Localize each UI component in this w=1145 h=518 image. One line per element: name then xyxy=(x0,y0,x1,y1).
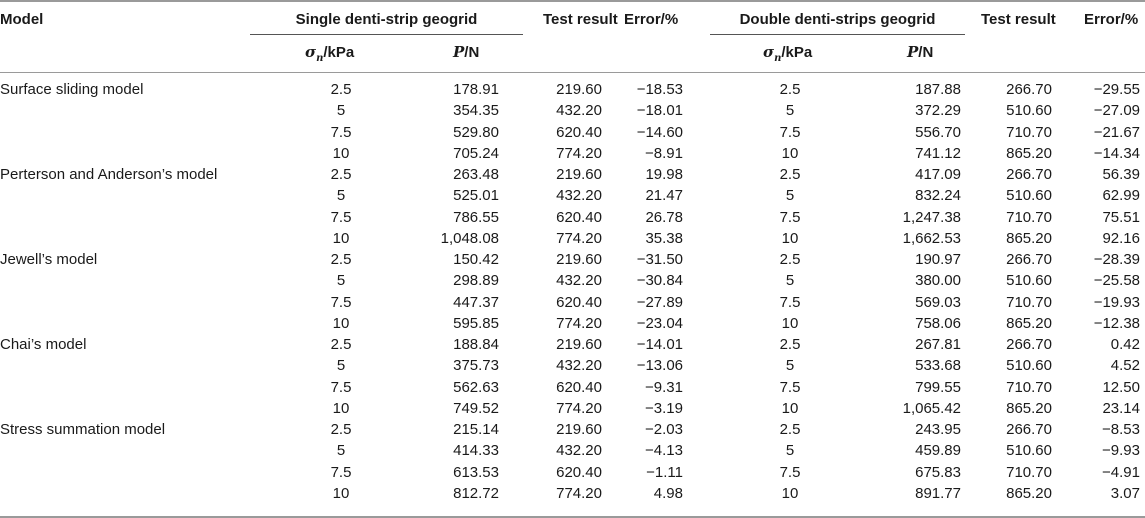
model-cell: Chai’s model xyxy=(0,336,87,353)
error-double-cell: −28.39 xyxy=(1093,251,1140,268)
test-result-single-cell: 774.20 xyxy=(556,314,602,332)
sigma-double-cell: 5 xyxy=(785,187,795,205)
error-double-cell: 56.39 xyxy=(1102,166,1140,183)
test-result-double-cell: 865.20 xyxy=(1006,399,1052,417)
test-result-single-cell: 620.40 xyxy=(556,463,602,481)
sigma-single-cell: 7.5 xyxy=(330,378,352,396)
p-single-cell: 375.73 xyxy=(453,357,499,375)
p-single-cell: 595.85 xyxy=(453,314,499,332)
test-result-double-cell: 510.60 xyxy=(1006,187,1052,205)
error-single-cell: −30.84 xyxy=(636,272,683,290)
p-double-cell: 380.00 xyxy=(915,272,961,290)
p-double-cell: 267.81 xyxy=(915,336,961,353)
test-result-double-cell: 266.70 xyxy=(1006,81,1052,98)
test-result-single-cell: 432.20 xyxy=(556,357,602,375)
test-result-single-cell: 219.60 xyxy=(556,81,602,98)
sigma-single-cell: 10 xyxy=(332,314,350,332)
p-single-cell: 150.42 xyxy=(453,251,499,268)
sigma-single-cell: 2.5 xyxy=(330,81,352,98)
p-single-cell: 1,048.08 xyxy=(440,229,499,247)
test-result-single-cell: 774.20 xyxy=(556,229,602,247)
header-double-group: Double denti-strips geogrid xyxy=(739,11,936,28)
p-single-cell: 263.48 xyxy=(453,166,499,183)
sigma-single-cell: 5 xyxy=(336,187,346,205)
p-double-cell: 372.29 xyxy=(915,102,961,120)
sigma-double-cell: 2.5 xyxy=(779,166,801,183)
sigma-single-cell: 5 xyxy=(336,102,346,120)
p-double-cell: 533.68 xyxy=(915,357,961,375)
model-cell: Jewell’s model xyxy=(0,251,98,268)
table-row xyxy=(0,166,1145,187)
test-result-single-cell: 219.60 xyxy=(556,336,602,353)
error-single-cell: 21.47 xyxy=(645,187,683,205)
table-row xyxy=(0,187,1145,208)
error-single-cell: −14.60 xyxy=(636,123,683,141)
p-single-cell: 786.55 xyxy=(453,208,499,226)
error-single-cell: −9.31 xyxy=(645,378,683,396)
p-single-cell: 705.24 xyxy=(453,144,499,162)
error-double-cell: 92.16 xyxy=(1102,229,1140,247)
p-single-cell: 525.01 xyxy=(453,187,499,205)
error-single-cell: 19.98 xyxy=(645,166,683,183)
test-result-single-cell: 219.60 xyxy=(556,251,602,268)
sigma-double-cell: 7.5 xyxy=(779,378,801,396)
p-double-cell: 675.83 xyxy=(915,463,961,481)
p-single-cell: 188.84 xyxy=(453,336,499,353)
p-double-cell: 1,662.53 xyxy=(902,229,961,247)
sigma-double-cell: 10 xyxy=(781,399,799,417)
p-double-cell: 799.55 xyxy=(915,378,961,396)
table-row xyxy=(0,357,1145,378)
table-row xyxy=(0,294,1145,315)
p-double-cell: 417.09 xyxy=(915,166,961,183)
error-double-cell: −14.34 xyxy=(1093,144,1140,162)
table-row xyxy=(0,102,1145,123)
p-single-cell: 613.53 xyxy=(453,463,499,481)
header-error-2: Error/% xyxy=(1084,11,1139,28)
error-double-cell: −19.93 xyxy=(1093,293,1140,311)
test-result-single-cell: 620.40 xyxy=(556,123,602,141)
sigma-double-cell: 7.5 xyxy=(779,123,801,141)
sigma-single-cell: 2.5 xyxy=(330,336,352,353)
sigma-single-cell: 10 xyxy=(332,399,350,417)
error-single-cell: −2.03 xyxy=(645,421,683,438)
error-single-cell: −31.50 xyxy=(636,251,683,268)
sigma-single-cell: 7.5 xyxy=(330,463,352,481)
p-double-cell: 459.89 xyxy=(915,442,961,460)
header-model: Model xyxy=(0,11,44,28)
sigma-single-cell: 2.5 xyxy=(330,166,352,183)
sigma-double-cell: 5 xyxy=(785,272,795,290)
p-double-cell: 891.77 xyxy=(915,484,961,502)
table-row xyxy=(0,485,1145,506)
error-double-cell: −27.09 xyxy=(1093,102,1140,120)
test-result-double-cell: 510.60 xyxy=(1006,442,1052,460)
table-row xyxy=(0,251,1145,272)
test-result-single-cell: 432.20 xyxy=(556,102,602,120)
header-p-2: P/N xyxy=(907,43,934,61)
sigma-double-cell: 10 xyxy=(781,484,799,502)
error-double-cell: 62.99 xyxy=(1102,187,1140,205)
error-single-cell: 4.98 xyxy=(653,484,683,502)
table-row xyxy=(0,230,1145,251)
test-result-single-cell: 219.60 xyxy=(556,166,602,183)
table-row xyxy=(0,124,1145,145)
test-result-double-cell: 710.70 xyxy=(1006,123,1052,141)
error-double-cell: 0.42 xyxy=(1110,336,1140,353)
test-result-double-cell: 710.70 xyxy=(1006,293,1052,311)
p-double-cell: 569.03 xyxy=(915,293,961,311)
p-double-cell: 1,065.42 xyxy=(902,399,961,417)
table-row xyxy=(0,315,1145,336)
table-row xyxy=(0,400,1145,421)
table-row xyxy=(0,336,1145,357)
test-result-single-cell: 774.20 xyxy=(556,484,602,502)
sigma-double-cell: 5 xyxy=(785,102,795,120)
sigma-single-cell: 2.5 xyxy=(330,421,352,438)
header-sigma-1: $\sigma_n$/kPa xyxy=(305,43,355,64)
p-single-cell: 178.91 xyxy=(453,81,499,98)
test-result-double-cell: 710.70 xyxy=(1006,463,1052,481)
test-result-single-cell: 620.40 xyxy=(556,208,602,226)
header-single-group: Single denti-strip geogrid xyxy=(295,11,478,28)
error-single-cell: −1.11 xyxy=(646,463,683,481)
sigma-single-cell: 10 xyxy=(332,229,350,247)
test-result-single-cell: 774.20 xyxy=(556,144,602,162)
table-row xyxy=(0,81,1145,102)
sigma-single-cell: 7.5 xyxy=(330,123,352,141)
sigma-double-cell: 5 xyxy=(785,357,795,375)
p-single-cell: 354.35 xyxy=(453,102,499,120)
test-result-double-cell: 865.20 xyxy=(1006,484,1052,502)
table-row xyxy=(0,379,1145,400)
sigma-double-cell: 7.5 xyxy=(779,208,801,226)
p-single-cell: 447.37 xyxy=(453,293,499,311)
error-single-cell: −3.19 xyxy=(645,399,683,417)
header-sigma-2: $\sigma_n$/kPa xyxy=(763,43,813,64)
header-bottom-rule xyxy=(0,72,1145,73)
error-double-cell: −29.55 xyxy=(1093,81,1140,98)
p-double-cell: 190.97 xyxy=(915,251,961,268)
p-double-cell: 741.12 xyxy=(915,144,961,162)
table-row xyxy=(0,442,1145,463)
error-single-cell: 35.38 xyxy=(645,229,683,247)
sigma-single-cell: 10 xyxy=(332,144,350,162)
table-row xyxy=(0,145,1145,166)
error-single-cell: −27.89 xyxy=(636,293,683,311)
test-result-double-cell: 865.20 xyxy=(1006,144,1052,162)
test-result-double-cell: 865.20 xyxy=(1006,229,1052,247)
sigma-single-cell: 5 xyxy=(336,442,346,460)
error-single-cell: −18.01 xyxy=(636,102,683,120)
sigma-single-cell: 2.5 xyxy=(330,251,352,268)
error-double-cell: 23.14 xyxy=(1102,399,1140,417)
test-result-single-cell: 620.40 xyxy=(556,293,602,311)
error-single-cell: −14.01 xyxy=(636,336,683,353)
p-single-cell: 749.52 xyxy=(453,399,499,417)
header-test-result-1: Test result xyxy=(543,11,618,28)
sigma-double-cell: 2.5 xyxy=(779,421,801,438)
header-error-1: Error/% xyxy=(624,11,679,28)
error-double-cell: −12.38 xyxy=(1093,314,1140,332)
sigma-single-cell: 5 xyxy=(336,357,346,375)
error-double-cell: −8.53 xyxy=(1102,421,1140,438)
table-row xyxy=(0,464,1145,485)
p-single-cell: 562.63 xyxy=(453,378,499,396)
test-result-single-cell: 219.60 xyxy=(556,421,602,438)
error-single-cell: −23.04 xyxy=(636,314,683,332)
sigma-single-cell: 5 xyxy=(336,272,346,290)
error-double-cell: 12.50 xyxy=(1102,378,1140,396)
error-double-cell: 3.07 xyxy=(1110,484,1140,502)
sigma-single-cell: 7.5 xyxy=(330,293,352,311)
model-cell: Surface sliding model xyxy=(0,81,144,98)
sigma-double-cell: 2.5 xyxy=(779,251,801,268)
test-result-double-cell: 710.70 xyxy=(1006,378,1052,396)
test-result-double-cell: 266.70 xyxy=(1006,166,1052,183)
error-single-cell: −8.91 xyxy=(645,144,683,162)
test-result-double-cell: 710.70 xyxy=(1006,208,1052,226)
p-single-cell: 215.14 xyxy=(453,421,499,438)
sigma-double-cell: 10 xyxy=(781,229,799,247)
sigma-double-cell: 2.5 xyxy=(779,336,801,353)
test-result-double-cell: 510.60 xyxy=(1006,272,1052,290)
error-double-cell: −4.91 xyxy=(1102,463,1140,481)
sigma-double-cell: 5 xyxy=(785,442,795,460)
sigma-double-cell: 10 xyxy=(781,144,799,162)
error-single-cell: −18.53 xyxy=(636,81,683,98)
p-double-cell: 243.95 xyxy=(915,421,961,438)
error-double-cell: 4.52 xyxy=(1110,357,1140,375)
test-result-single-cell: 432.20 xyxy=(556,442,602,460)
sigma-single-cell: 10 xyxy=(332,484,350,502)
test-result-single-cell: 432.20 xyxy=(556,272,602,290)
error-double-cell: −25.58 xyxy=(1093,272,1140,290)
p-single-cell: 414.33 xyxy=(453,442,499,460)
single-group-rule xyxy=(250,34,523,35)
table-row xyxy=(0,272,1145,293)
test-result-double-cell: 266.70 xyxy=(1006,336,1052,353)
error-double-cell: 75.51 xyxy=(1102,208,1140,226)
p-double-cell: 556.70 xyxy=(915,123,961,141)
test-result-single-cell: 774.20 xyxy=(556,399,602,417)
model-cell: Perterson and Anderson’s model xyxy=(0,166,218,183)
error-single-cell: −4.13 xyxy=(645,442,683,460)
header-p-1: P/N xyxy=(453,43,480,61)
error-single-cell: −13.06 xyxy=(636,357,683,375)
sigma-double-cell: 2.5 xyxy=(779,81,801,98)
test-result-single-cell: 620.40 xyxy=(556,378,602,396)
test-result-single-cell: 432.20 xyxy=(556,187,602,205)
header-test-result-2: Test result xyxy=(981,11,1056,28)
test-result-double-cell: 510.60 xyxy=(1006,102,1052,120)
error-single-cell: 26.78 xyxy=(645,208,683,226)
test-result-double-cell: 865.20 xyxy=(1006,314,1052,332)
test-result-double-cell: 266.70 xyxy=(1006,251,1052,268)
p-single-cell: 529.80 xyxy=(453,123,499,141)
table-row xyxy=(0,421,1145,442)
error-double-cell: −21.67 xyxy=(1093,123,1140,141)
p-single-cell: 812.72 xyxy=(453,484,499,502)
p-double-cell: 758.06 xyxy=(915,314,961,332)
p-double-cell: 1,247.38 xyxy=(902,208,961,226)
p-single-cell: 298.89 xyxy=(453,272,499,290)
sigma-double-cell: 10 xyxy=(781,314,799,332)
table-top-rule xyxy=(0,0,1145,2)
table-row xyxy=(0,209,1145,230)
model-cell: Stress summation model xyxy=(0,421,166,438)
test-result-double-cell: 266.70 xyxy=(1006,421,1052,438)
sigma-double-cell: 7.5 xyxy=(779,293,801,311)
sigma-single-cell: 7.5 xyxy=(330,208,352,226)
double-group-rule xyxy=(710,34,965,35)
error-double-cell: −9.93 xyxy=(1102,442,1140,460)
test-result-double-cell: 510.60 xyxy=(1006,357,1052,375)
sigma-double-cell: 7.5 xyxy=(779,463,801,481)
p-double-cell: 187.88 xyxy=(915,81,961,98)
p-double-cell: 832.24 xyxy=(915,187,961,205)
